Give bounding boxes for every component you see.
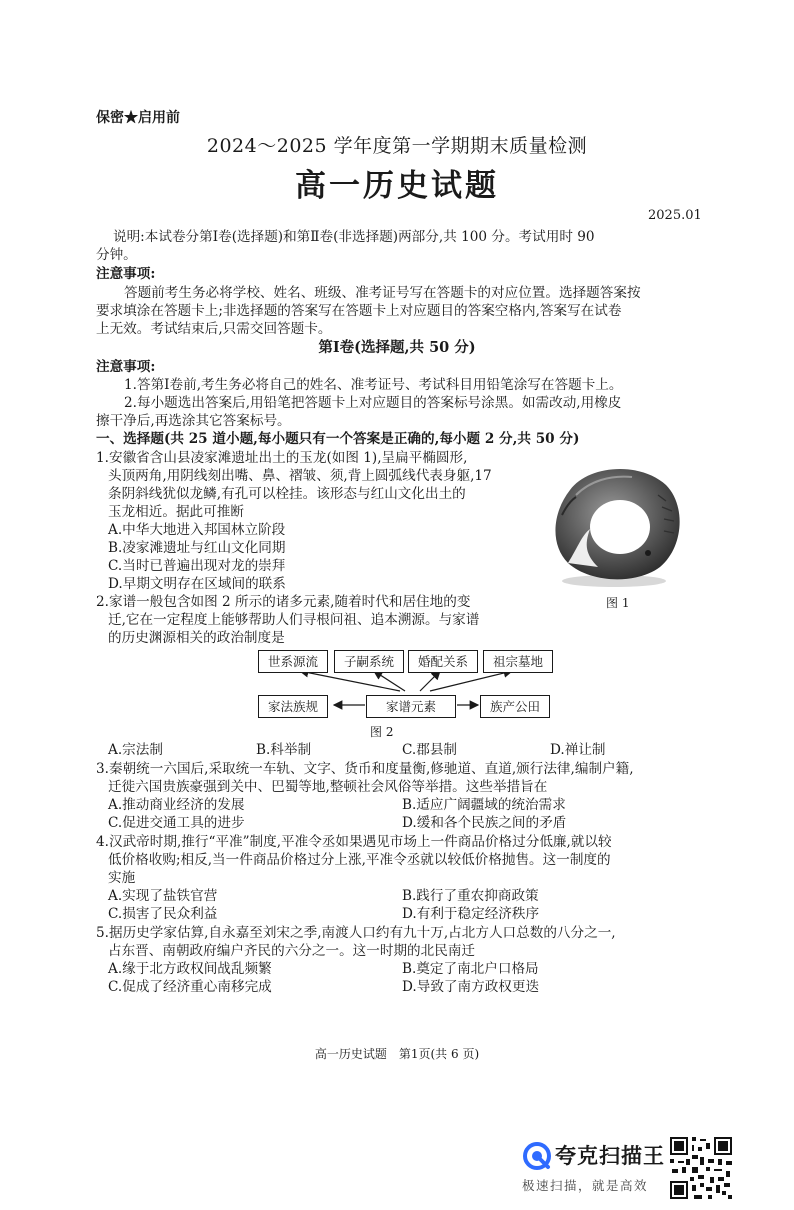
figure-1-jade-dragon — [540, 455, 690, 590]
question-5-option-a: A.缘于北方政权间战乱频繁 — [108, 961, 272, 977]
question-4-stem: 低价格收购;相反,当一件商品价格过分上涨,平准令丞就以较低价格抛售。这一制度的 — [108, 852, 611, 868]
intro-line-2: 分钟。 — [96, 247, 137, 263]
page-footer: 高一历史试题 第1页(共 6 页) — [314, 1047, 480, 1061]
notice-heading: 注意事项: — [96, 266, 156, 282]
question-5-stem: 5.据历史学家估算,自永嘉至刘宋之季,南渡人口约有九十万,占北方人口总数的八分之一, — [96, 925, 616, 941]
jade-dragon-image — [540, 455, 690, 590]
exam-title: 2024～2025 学年度第一学期期末质量检测 — [206, 135, 588, 157]
question-1-option-c: C.当时已普遍出现对龙的崇拜 — [108, 558, 286, 574]
question-2-option-a: A.宗法制 — [108, 742, 163, 758]
question-1-option-d: D.早期文明存在区域间的联系 — [108, 576, 286, 592]
question-1-option-a: A.中华大地进入邦国林立阶段 — [108, 522, 286, 538]
question-2-stem: 的历史渊源相关的政治制度是 — [108, 630, 285, 646]
subject-title: 高一历史试题 — [295, 168, 499, 204]
section-notice-line: 擦干净后,再选涂其它答案标号。 — [96, 413, 291, 429]
diagram-box-descendants: 子嗣系统 — [334, 650, 404, 673]
question-2-option-c: C.郡县制 — [402, 742, 458, 758]
notice-line: 答题前考生务必将学校、姓名、班级、准考证号写在答题卡的对应位置。选择题答案按 — [124, 285, 641, 301]
diagram-box-family-rules: 家法族规 — [258, 695, 328, 718]
question-4-stem: 4.汉武帝时期,推行“平准”制度,平准令丞如果遇见市场上一件商品价格过分低廉,就以较 — [96, 834, 612, 850]
question-1-stem: 1.安徽省含山县凌家滩遗址出土的玉龙(如图 1),呈扁平椭圆形, — [96, 450, 468, 466]
confidential-label: 保密★启用前 — [96, 110, 180, 126]
quark-logo-icon — [523, 1142, 551, 1170]
intro-line-1: 说明:本试卷分第Ⅰ卷(选择题)和第Ⅱ卷(非选择题)两部分,共 100 分。考试用时 90 — [113, 229, 595, 245]
diagram-box-marriage: 婚配关系 — [408, 650, 478, 673]
question-4-stem: 实施 — [108, 870, 136, 886]
diagram-box-center: 家谱元素 — [366, 695, 456, 718]
question-4-option-a: A.实现了盐铁官营 — [108, 888, 218, 904]
question-4-option-b: B.践行了重农抑商政策 — [402, 888, 539, 904]
section-notice-line: 2.每小题选出答案后,用铅笔把答题卡上对应题目的答案标号涂黑。如需改动,用橡皮 — [124, 395, 622, 411]
question-2-stem: 2.家谱一般包含如图 2 所示的诸多元素,随着时代和居住地的变 — [96, 594, 471, 610]
figure-1-caption: 图 1 — [606, 596, 630, 610]
section-notice-heading: 注意事项: — [96, 359, 156, 375]
diagram-box-ancestral-tomb: 祖宗墓地 — [483, 650, 553, 673]
question-3-option-b: B.适应广阔疆域的统治需求 — [402, 797, 566, 813]
question-1-stem: 头顶两角,用阴线刻出嘴、鼻、褶皱、须,背上圆弧线代表身躯,17 — [108, 468, 492, 484]
question-1-stem: 玉龙相近。据此可推断 — [108, 504, 244, 520]
question-1-stem: 条阴斜线犹似龙鳞,有孔可以栓挂。该形态与红山文化出土的 — [108, 486, 466, 502]
question-3-stem: 3.秦朝统一六国后,采取统一车轨、文字、货币和度量衡,修驰道、直道,颁行法律,编制户籍, — [96, 761, 634, 777]
exam-date: 2025.01 — [648, 208, 702, 223]
diagram-box-lineage: 世系源流 — [258, 650, 328, 673]
diagram-box-clan-property: 族产公田 — [480, 695, 550, 718]
figure-2-caption: 图 2 — [370, 725, 394, 739]
question-2-option-d: D.禅让制 — [550, 742, 606, 758]
section-title: 第Ⅰ卷(选择题,共 50 分) — [318, 339, 476, 356]
question-5-stem: 占东晋、南朝政府编户齐民的六分之一。这一时期的北民南迁 — [108, 943, 476, 959]
question-3-stem: 迁徙六国贵族豪强到关中、巴蜀等地,整顿社会风俗等举措。这些举措旨在 — [108, 779, 548, 795]
question-4-option-c: C.损害了民众利益 — [108, 906, 218, 922]
watermark-slogan: 极速扫描，就是高效 — [522, 1178, 649, 1193]
question-5-option-c: C.促成了经济重心南移完成 — [108, 979, 272, 995]
part-heading: 一、选择题(共 25 道小题,每小题只有一个答案是正确的,每小题 2 分,共 50 分) — [96, 431, 580, 447]
watermark-brand: 夸克扫描王 — [555, 1144, 665, 1168]
question-1-option-b: B.凌家滩遗址与红山文化同期 — [108, 540, 286, 556]
question-2-stem: 迁,它在一定程度上能够帮助人们寻根问祖、追本溯源。与家谱 — [108, 612, 480, 628]
notice-line: 上无效。考试结束后,只需交回答题卡。 — [96, 321, 332, 337]
question-3-option-d: D.缓和各个民族之间的矛盾 — [402, 815, 567, 831]
question-3-option-c: C.促进交通工具的进步 — [108, 815, 245, 831]
notice-line: 要求填涂在答题卡上;非选择题的答案写在答题卡上对应题目的答案空格内,答案写在试卷 — [96, 303, 622, 319]
question-4-option-d: D.有利于稳定经济秩序 — [402, 906, 540, 922]
question-5-option-b: B.奠定了南北户口格局 — [402, 961, 539, 977]
question-3-option-a: A.推动商业经济的发展 — [108, 797, 245, 813]
question-5-option-d: D.导致了南方政权更迭 — [402, 979, 540, 995]
qr-code-icon — [668, 1135, 734, 1201]
section-notice-line: 1.答第Ⅰ卷前,考生务必将自己的姓名、准考证号、考试科目用铅笔涂写在答题卡上。 — [124, 377, 623, 393]
question-2-option-b: B.科举制 — [256, 742, 312, 758]
